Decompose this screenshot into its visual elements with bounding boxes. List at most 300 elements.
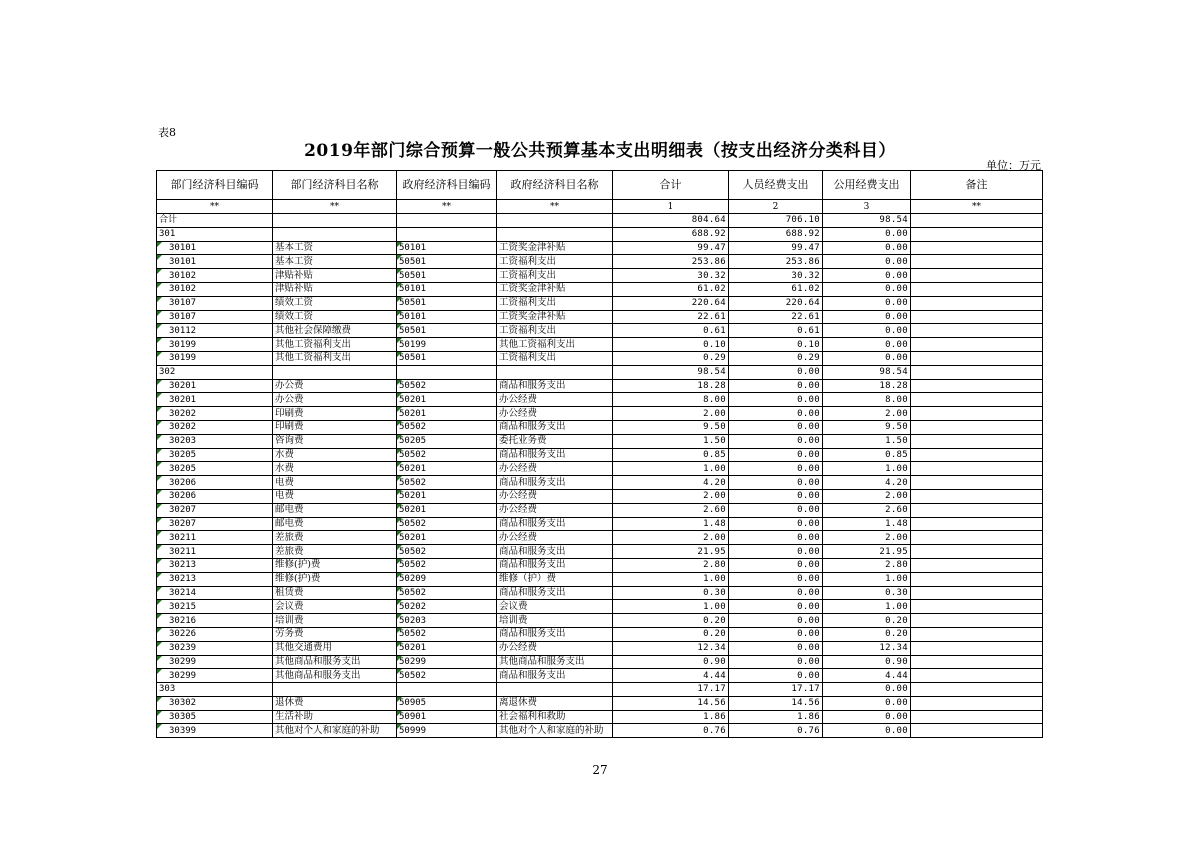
note-cell — [911, 324, 1043, 338]
total-cell: 0.61 — [613, 324, 729, 338]
public-cell: 0.00 — [823, 269, 911, 283]
personnel-cell: 0.00 — [729, 627, 823, 641]
dept-code-cell: 30102 — [157, 282, 273, 296]
personnel-cell: 22.61 — [729, 310, 823, 324]
personnel-cell: 0.00 — [729, 420, 823, 434]
personnel-cell: 0.00 — [729, 572, 823, 586]
table-row — [157, 531, 1043, 545]
total-cell: 4.44 — [613, 669, 729, 683]
note-cell — [911, 669, 1043, 683]
dept-name-cell: 差旅费 — [273, 531, 397, 545]
note-cell — [911, 627, 1043, 641]
gov-name-cell: 工资福利支出 — [497, 255, 613, 269]
gov-code-cell — [397, 214, 497, 228]
dept-name-cell: 办公费 — [273, 393, 397, 407]
dept-code-cell: 30207 — [157, 503, 273, 517]
public-cell: 0.00 — [823, 724, 911, 738]
index-row — [157, 200, 1043, 214]
personnel-cell: 0.00 — [729, 407, 823, 421]
table-row — [157, 655, 1043, 669]
table-row — [157, 434, 1043, 448]
dept-name-cell: 水费 — [273, 462, 397, 476]
gov-code-cell: 50501 — [397, 324, 497, 338]
note-cell — [911, 214, 1043, 228]
dept-code-cell: 30206 — [157, 489, 273, 503]
gov-code-cell: 50205 — [397, 434, 497, 448]
note-cell — [911, 282, 1043, 296]
personnel-cell: 0.76 — [729, 724, 823, 738]
gov-name-cell: 工资福利支出 — [497, 351, 613, 365]
note-cell — [911, 558, 1043, 572]
note-cell — [911, 489, 1043, 503]
dept-code-cell: 30214 — [157, 586, 273, 600]
table-row — [157, 282, 1043, 296]
public-cell: 0.90 — [823, 655, 911, 669]
header-gov-code: 政府经济科目编码 — [397, 171, 497, 200]
public-cell: 9.50 — [823, 420, 911, 434]
index-cell: ** — [497, 200, 613, 214]
total-cell: 0.10 — [613, 338, 729, 352]
public-cell: 2.80 — [823, 558, 911, 572]
public-cell: 0.00 — [823, 324, 911, 338]
table-row — [157, 393, 1043, 407]
unit-label: 单位：万元 — [986, 159, 1041, 172]
personnel-cell: 0.00 — [729, 655, 823, 669]
dept-code-cell: 30202 — [157, 420, 273, 434]
total-cell: 14.56 — [613, 696, 729, 710]
dept-name-cell: 其他商品和服务支出 — [273, 655, 397, 669]
dept-name-cell: 维修(护)费 — [273, 558, 397, 572]
table-row — [157, 696, 1043, 710]
note-cell — [911, 338, 1043, 352]
total-cell: 98.54 — [613, 365, 729, 379]
personnel-cell: 0.00 — [729, 393, 823, 407]
total-cell: 220.64 — [613, 296, 729, 310]
gov-name-cell: 商品和服务支出 — [497, 586, 613, 600]
gov-name-cell: 商品和服务支出 — [497, 476, 613, 490]
index-cell: 1 — [613, 200, 729, 214]
total-cell: 99.47 — [613, 241, 729, 255]
table-row — [157, 586, 1043, 600]
gov-name-cell — [497, 683, 613, 697]
total-cell: 1.00 — [613, 600, 729, 614]
gov-name-cell: 办公经费 — [497, 503, 613, 517]
header-row — [157, 171, 1043, 200]
note-cell — [911, 420, 1043, 434]
note-cell — [911, 683, 1043, 697]
gov-code-cell: 50501 — [397, 351, 497, 365]
table-row — [157, 669, 1043, 683]
dept-code-cell: 30101 — [157, 255, 273, 269]
dept-name-cell: 基本工资 — [273, 255, 397, 269]
dept-code-cell: 30299 — [157, 655, 273, 669]
total-cell: 21.95 — [613, 545, 729, 559]
gov-code-cell: 50502 — [397, 627, 497, 641]
dept-code-cell: 30205 — [157, 462, 273, 476]
total-cell: 30.32 — [613, 269, 729, 283]
dept-code-cell: 302 — [157, 365, 273, 379]
dept-name-cell: 租赁费 — [273, 586, 397, 600]
dept-name-cell: 绩效工资 — [273, 310, 397, 324]
public-cell: 0.20 — [823, 614, 911, 628]
gov-code-cell: 50502 — [397, 379, 497, 393]
dept-name-cell — [273, 227, 397, 241]
public-cell: 8.00 — [823, 393, 911, 407]
personnel-cell: 17.17 — [729, 683, 823, 697]
note-cell — [911, 641, 1043, 655]
personnel-cell: 0.00 — [729, 365, 823, 379]
dept-code-cell: 30199 — [157, 351, 273, 365]
note-cell — [911, 724, 1043, 738]
total-cell: 1.48 — [613, 517, 729, 531]
gov-name-cell: 工资奖金津补贴 — [497, 282, 613, 296]
public-cell: 0.00 — [823, 310, 911, 324]
gov-name-cell: 办公经费 — [497, 407, 613, 421]
dept-code-cell: 30201 — [157, 393, 273, 407]
dept-code-cell: 30207 — [157, 517, 273, 531]
personnel-cell: 0.00 — [729, 489, 823, 503]
dept-name-cell — [273, 365, 397, 379]
dept-code-cell: 30213 — [157, 558, 273, 572]
table-row — [157, 724, 1043, 738]
note-cell — [911, 503, 1043, 517]
personnel-cell: 688.92 — [729, 227, 823, 241]
gov-code-cell: 50101 — [397, 282, 497, 296]
public-cell: 1.48 — [823, 517, 911, 531]
dept-name-cell: 培训费 — [273, 614, 397, 628]
dept-name-cell: 津贴补贴 — [273, 269, 397, 283]
table-label: 表8 — [158, 126, 176, 139]
personnel-cell: 0.00 — [729, 462, 823, 476]
header-dept-name: 部门经济科目名称 — [273, 171, 397, 200]
dept-code-cell: 30107 — [157, 296, 273, 310]
dept-name-cell: 水费 — [273, 448, 397, 462]
gov-name-cell: 办公经费 — [497, 393, 613, 407]
dept-name-cell: 其他工资福利支出 — [273, 338, 397, 352]
public-cell: 4.20 — [823, 476, 911, 490]
header-personnel: 人员经费支出 — [729, 171, 823, 200]
page-number: 27 — [592, 763, 608, 777]
personnel-cell: 0.00 — [729, 476, 823, 490]
total-cell: 253.86 — [613, 255, 729, 269]
header-dept-code: 部门经济科目编码 — [157, 171, 273, 200]
table-row — [157, 614, 1043, 628]
public-cell: 0.30 — [823, 586, 911, 600]
total-cell: 0.20 — [613, 627, 729, 641]
gov-name-cell — [497, 214, 613, 228]
table-row — [157, 338, 1043, 352]
dept-code-cell: 30226 — [157, 627, 273, 641]
table-row — [157, 683, 1043, 697]
gov-code-cell: 50501 — [397, 269, 497, 283]
gov-code-cell: 50299 — [397, 655, 497, 669]
gov-name-cell: 商品和服务支出 — [497, 669, 613, 683]
header-gov-name: 政府经济科目名称 — [497, 171, 613, 200]
dept-code-cell: 30211 — [157, 545, 273, 559]
dept-name-cell: 会议费 — [273, 600, 397, 614]
dept-code-cell: 30112 — [157, 324, 273, 338]
gov-code-cell: 50905 — [397, 696, 497, 710]
public-cell: 0.00 — [823, 282, 911, 296]
note-cell — [911, 696, 1043, 710]
dept-code-cell: 30215 — [157, 600, 273, 614]
dept-name-cell: 维修(护)费 — [273, 572, 397, 586]
gov-name-cell: 工资奖金津补贴 — [497, 310, 613, 324]
table-row — [157, 241, 1043, 255]
note-cell — [911, 448, 1043, 462]
total-cell: 1.86 — [613, 710, 729, 724]
note-cell — [911, 517, 1043, 531]
table-row — [157, 517, 1043, 531]
total-cell: 1.00 — [613, 462, 729, 476]
dept-code-cell: 30305 — [157, 710, 273, 724]
note-cell — [911, 586, 1043, 600]
note-cell — [911, 407, 1043, 421]
note-cell — [911, 379, 1043, 393]
total-cell: 0.29 — [613, 351, 729, 365]
table-row — [157, 227, 1043, 241]
dept-name-cell: 退休费 — [273, 696, 397, 710]
total-cell: 4.20 — [613, 476, 729, 490]
personnel-cell: 0.00 — [729, 641, 823, 655]
table-row — [157, 489, 1043, 503]
total-cell: 2.00 — [613, 407, 729, 421]
header-public: 公用经费支出 — [823, 171, 911, 200]
personnel-cell: 0.61 — [729, 324, 823, 338]
gov-code-cell: 50201 — [397, 531, 497, 545]
dept-name-cell: 其他工资福利支出 — [273, 351, 397, 365]
note-cell — [911, 434, 1043, 448]
table-row — [157, 448, 1043, 462]
gov-name-cell: 商品和服务支出 — [497, 379, 613, 393]
personnel-cell: 30.32 — [729, 269, 823, 283]
public-cell: 2.00 — [823, 407, 911, 421]
total-cell: 1.00 — [613, 572, 729, 586]
public-cell: 0.00 — [823, 255, 911, 269]
gov-code-cell: 50502 — [397, 586, 497, 600]
gov-code-cell: 50901 — [397, 710, 497, 724]
table-row — [157, 296, 1043, 310]
dept-code-cell: 30213 — [157, 572, 273, 586]
dept-name-cell: 劳务费 — [273, 627, 397, 641]
gov-code-cell: 50209 — [397, 572, 497, 586]
gov-name-cell — [497, 365, 613, 379]
gov-code-cell: 50502 — [397, 669, 497, 683]
gov-code-cell: 50502 — [397, 476, 497, 490]
total-cell: 0.76 — [613, 724, 729, 738]
gov-code-cell: 50201 — [397, 489, 497, 503]
total-cell: 18.28 — [613, 379, 729, 393]
table-row — [157, 269, 1043, 283]
total-cell: 2.00 — [613, 531, 729, 545]
dept-code-cell: 30302 — [157, 696, 273, 710]
personnel-cell: 0.00 — [729, 558, 823, 572]
note-cell — [911, 351, 1043, 365]
personnel-cell: 0.00 — [729, 669, 823, 683]
public-cell: 21.95 — [823, 545, 911, 559]
public-cell: 0.00 — [823, 241, 911, 255]
personnel-cell: 253.86 — [729, 255, 823, 269]
table-row — [157, 545, 1043, 559]
total-cell: 2.80 — [613, 558, 729, 572]
note-cell — [911, 572, 1043, 586]
personnel-cell: 61.02 — [729, 282, 823, 296]
dept-name-cell: 其他商品和服务支出 — [273, 669, 397, 683]
note-cell — [911, 545, 1043, 559]
total-cell: 804.64 — [613, 214, 729, 228]
gov-name-cell: 其他商品和服务支出 — [497, 655, 613, 669]
public-cell: 0.00 — [823, 338, 911, 352]
personnel-cell: 14.56 — [729, 696, 823, 710]
public-cell: 1.50 — [823, 434, 911, 448]
dept-code-cell: 30205 — [157, 448, 273, 462]
gov-name-cell: 商品和服务支出 — [497, 448, 613, 462]
public-cell: 0.00 — [823, 227, 911, 241]
table-row — [157, 351, 1043, 365]
budget-table — [156, 170, 1043, 738]
total-cell: 22.61 — [613, 310, 729, 324]
public-cell: 2.00 — [823, 489, 911, 503]
dept-code-cell: 30299 — [157, 669, 273, 683]
total-cell: 688.92 — [613, 227, 729, 241]
table-row — [157, 572, 1043, 586]
gov-code-cell: 50203 — [397, 614, 497, 628]
dept-code-cell: 30107 — [157, 310, 273, 324]
gov-name-cell: 其他对个人和家庭的补助 — [497, 724, 613, 738]
note-cell — [911, 227, 1043, 241]
gov-name-cell: 商品和服务支出 — [497, 420, 613, 434]
total-cell: 8.00 — [613, 393, 729, 407]
note-cell — [911, 269, 1043, 283]
personnel-cell: 0.10 — [729, 338, 823, 352]
table-row — [157, 365, 1043, 379]
note-cell — [911, 710, 1043, 724]
dept-code-cell: 30216 — [157, 614, 273, 628]
table-body — [157, 214, 1043, 738]
gov-name-cell: 工资福利支出 — [497, 324, 613, 338]
gov-code-cell: 50199 — [397, 338, 497, 352]
table-row — [157, 379, 1043, 393]
gov-code-cell: 50502 — [397, 448, 497, 462]
table-row — [157, 214, 1043, 228]
personnel-cell: 0.00 — [729, 434, 823, 448]
gov-code-cell: 50501 — [397, 255, 497, 269]
index-cell: ** — [911, 200, 1043, 214]
page-title: 2019年部门综合预算一般公共预算基本支出明细表（按支出经济分类科目） — [304, 141, 896, 161]
gov-code-cell: 50502 — [397, 420, 497, 434]
dept-code-cell: 30101 — [157, 241, 273, 255]
public-cell: 0.00 — [823, 710, 911, 724]
table-row — [157, 407, 1043, 421]
gov-name-cell: 办公经费 — [497, 489, 613, 503]
gov-name-cell: 商品和服务支出 — [497, 517, 613, 531]
total-cell: 61.02 — [613, 282, 729, 296]
total-cell: 9.50 — [613, 420, 729, 434]
dept-name-cell: 咨询费 — [273, 434, 397, 448]
table-row — [157, 255, 1043, 269]
personnel-cell: 0.00 — [729, 586, 823, 600]
gov-code-cell: 50201 — [397, 393, 497, 407]
table-row — [157, 420, 1043, 434]
dept-name-cell — [273, 683, 397, 697]
table-row — [157, 558, 1043, 572]
personnel-cell: 0.00 — [729, 503, 823, 517]
gov-name-cell: 办公经费 — [497, 462, 613, 476]
personnel-cell: 0.29 — [729, 351, 823, 365]
dept-name-cell: 印刷费 — [273, 420, 397, 434]
personnel-cell: 0.00 — [729, 545, 823, 559]
gov-name-cell: 商品和服务支出 — [497, 558, 613, 572]
personnel-cell: 706.10 — [729, 214, 823, 228]
table-row — [157, 310, 1043, 324]
note-cell — [911, 310, 1043, 324]
dept-code-cell: 30102 — [157, 269, 273, 283]
gov-code-cell — [397, 227, 497, 241]
dept-code-cell: 30239 — [157, 641, 273, 655]
public-cell: 0.00 — [823, 351, 911, 365]
total-cell: 0.30 — [613, 586, 729, 600]
dept-name-cell — [273, 214, 397, 228]
dept-code-cell: 30203 — [157, 434, 273, 448]
public-cell: 2.60 — [823, 503, 911, 517]
dept-code-cell: 30201 — [157, 379, 273, 393]
gov-code-cell: 50201 — [397, 407, 497, 421]
personnel-cell: 0.00 — [729, 448, 823, 462]
note-cell — [911, 365, 1043, 379]
dept-code-cell: 30211 — [157, 531, 273, 545]
total-cell: 0.90 — [613, 655, 729, 669]
gov-code-cell: 50201 — [397, 462, 497, 476]
table-row — [157, 627, 1043, 641]
header-note: 备注 — [911, 171, 1043, 200]
public-cell: 18.28 — [823, 379, 911, 393]
gov-code-cell: 50502 — [397, 545, 497, 559]
gov-name-cell: 商品和服务支出 — [497, 545, 613, 559]
public-cell: 98.54 — [823, 365, 911, 379]
table-row — [157, 476, 1043, 490]
gov-name-cell: 其他工资福利支出 — [497, 338, 613, 352]
table-row — [157, 641, 1043, 655]
total-cell: 12.34 — [613, 641, 729, 655]
gov-name-cell: 工资奖金津补贴 — [497, 241, 613, 255]
public-cell: 4.44 — [823, 669, 911, 683]
gov-code-cell: 50202 — [397, 600, 497, 614]
personnel-cell: 99.47 — [729, 241, 823, 255]
dept-name-cell: 绩效工资 — [273, 296, 397, 310]
gov-name-cell: 工资福利支出 — [497, 296, 613, 310]
gov-code-cell: 50501 — [397, 296, 497, 310]
gov-code-cell: 50201 — [397, 503, 497, 517]
public-cell: 0.20 — [823, 627, 911, 641]
table-row — [157, 600, 1043, 614]
table-row — [157, 503, 1043, 517]
gov-code-cell: 50502 — [397, 558, 497, 572]
gov-name-cell: 办公经费 — [497, 531, 613, 545]
gov-name-cell: 离退休费 — [497, 696, 613, 710]
total-cell: 0.85 — [613, 448, 729, 462]
personnel-cell: 0.00 — [729, 379, 823, 393]
public-cell: 98.54 — [823, 214, 911, 228]
public-cell: 1.00 — [823, 462, 911, 476]
note-cell — [911, 241, 1043, 255]
gov-code-cell — [397, 683, 497, 697]
public-cell: 0.00 — [823, 696, 911, 710]
index-cell: ** — [273, 200, 397, 214]
note-cell — [911, 600, 1043, 614]
gov-name-cell — [497, 227, 613, 241]
dept-name-cell: 生活补助 — [273, 710, 397, 724]
table-row — [157, 324, 1043, 338]
